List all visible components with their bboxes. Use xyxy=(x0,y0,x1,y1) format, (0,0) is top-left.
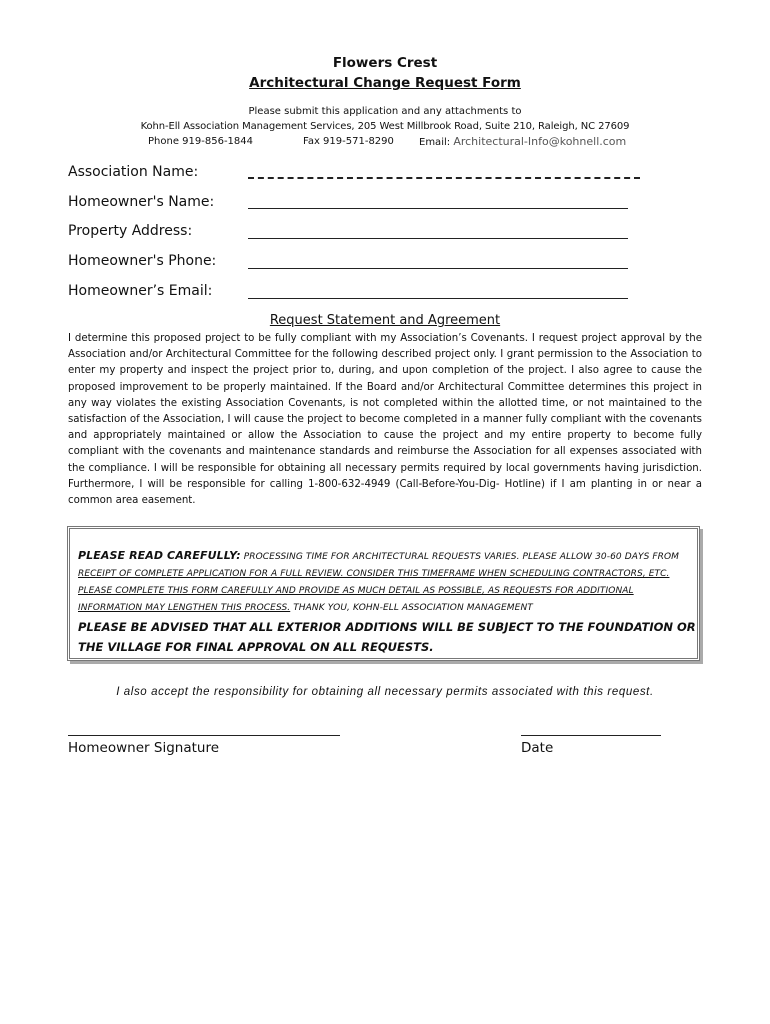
date-line[interactable] xyxy=(521,735,661,736)
statement-body: I determine this proposed project to be fully compliant with my Association’s Covenants. I request project approval by the Association and/or Architectural Committee for the following described project only. I grant permission to the Association to enter my property and inspect the project prior to, during, and upon completion of the project. I also agree to cause the proposed improvement to be properly maintained. If the Board and/or Architectural Committee determines this project in any way violates the existing Association Covenants, is not completed within the allotted time, or not maintained to the satisfaction of the Association, I will cause the project to become completed in a manner fully compliant with the covenants and appropriately maintained or allow the Association to cause the project and my entire property to become fully compliant with the covenants and maintenance standards and reimburse the Association for all expenses associated with the compliance. I will be responsible for obtaining all necessary permits required by local governments having jurisdiction. Furthermore, I will be responsible for calling 1-800-632-4949 (Call-Before-You-Dig- Hotline) if I am planting in or near a common area easement. xyxy=(68,333,702,507)
property-address-label: Property Address: xyxy=(68,223,193,239)
notice-lead: PLEASE READ CAREFULLY: xyxy=(78,549,241,562)
association-name-label: Association Name: xyxy=(68,164,199,180)
fax-number: Fax 919-571-8290 xyxy=(303,136,394,147)
association-name-input-line[interactable] xyxy=(248,177,640,179)
notice-line-2: RECEIPT OF COMPLETE APPLICATION FOR A FULL REVIEW. CONSIDER THIS TIMEFRAME WHEN SCHEDULING CONTRACTORS, ETC. xyxy=(78,569,670,579)
notice-line-5: PLEASE BE ADVISED THAT ALL EXTERIOR ADDITIONS WILL BE SUBJECT TO THE FOUNDATION OR xyxy=(78,620,696,634)
homeowner-email-label: Homeowner’s Email: xyxy=(68,283,213,299)
property-address-input-line[interactable] xyxy=(248,238,628,239)
form-title: Architectural Change Request Form xyxy=(249,75,521,91)
association-title: Flowers Crest xyxy=(332,55,438,71)
email-contact xyxy=(419,135,626,148)
email-link[interactable]: Architectural-Info@kohnell.com xyxy=(453,135,627,148)
management-address: Kohn-Ell Association Management Services, 205 West Millbrook Road, Suite 210, Raleigh, NC 27609 xyxy=(140,121,630,132)
statement-title: Request Statement and Agreement xyxy=(269,313,501,328)
homeowner-phone-label: Homeowner's Phone: xyxy=(68,253,217,269)
submit-instruction: Please submit this application and any attachments to xyxy=(248,106,522,117)
notice-line-4a: INFORMATION MAY LENGTHEN THIS PROCESS. xyxy=(78,603,291,613)
email-label: Email: xyxy=(419,137,451,148)
notice-line-3: PLEASE COMPLETE THIS FORM CAREFULLY AND PROVIDE AS MUCH DETAIL AS POSSIBLE, AS REQUESTS FOR ADDITIONAL xyxy=(78,586,634,596)
notice-box xyxy=(67,526,700,661)
acceptance-statement: I also accept the responsibility for obtaining all necessary permits associated with this request. xyxy=(116,686,654,698)
homeowner-name-label: Homeowner's Name: xyxy=(68,194,215,210)
homeowner-signature-label: Homeowner Signature xyxy=(68,740,219,756)
notice-line-1: PROCESSING TIME FOR ARCHITECTURAL REQUESTS VARIES. PLEASE ALLOW 30-60 DAYS FROM xyxy=(243,552,680,562)
homeowner-phone-input-line[interactable] xyxy=(248,268,628,269)
date-label: Date xyxy=(521,740,554,756)
notice-line-4b: THANK YOU, KOHN-ELL ASSOCIATION MANAGEMENT xyxy=(293,603,533,613)
notice-line-6: THE VILLAGE FOR FINAL APPROVAL ON ALL REQUESTS. xyxy=(78,640,434,654)
phone-number: Phone 919-856-1844 xyxy=(148,136,253,147)
homeowner-email-input-line[interactable] xyxy=(248,298,628,299)
homeowner-signature-line[interactable] xyxy=(68,735,340,736)
homeowner-name-input-line[interactable] xyxy=(248,208,628,209)
